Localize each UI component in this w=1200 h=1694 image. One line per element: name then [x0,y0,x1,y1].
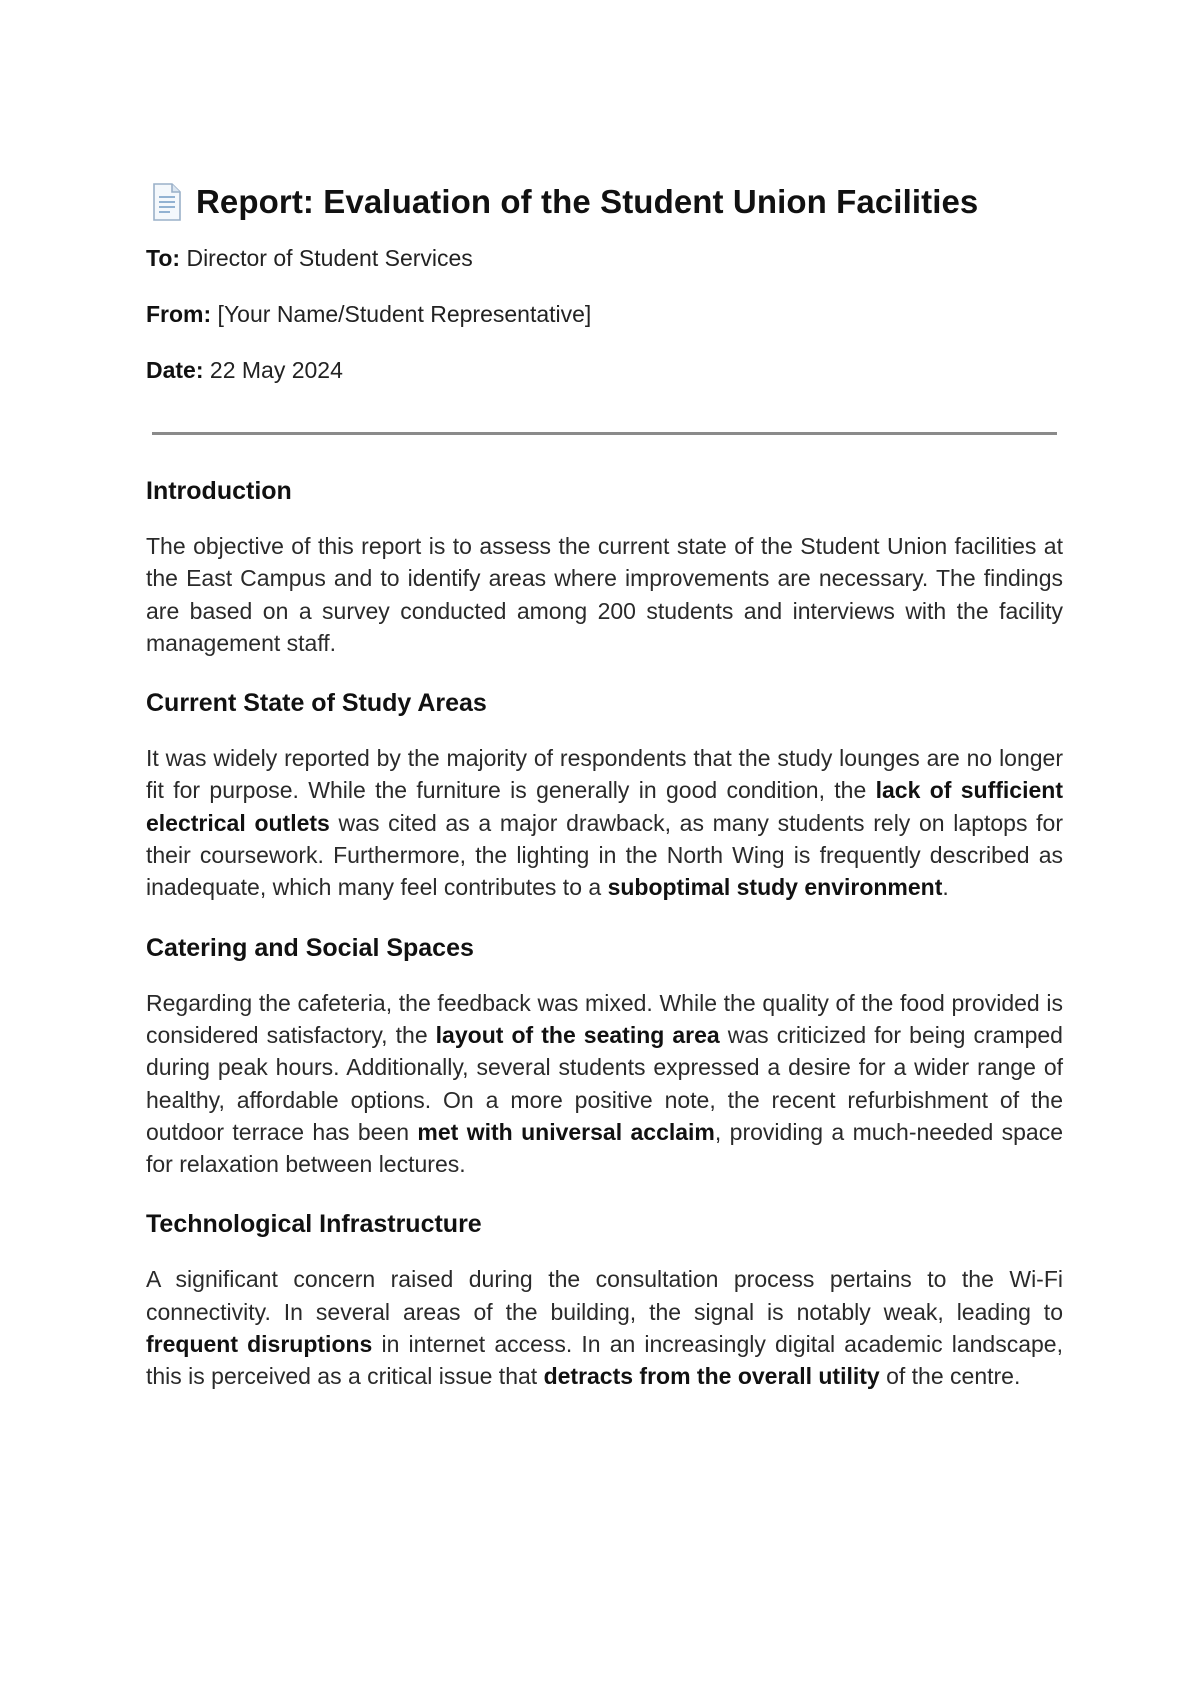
study-areas-heading: Current State of Study Areas [146,689,487,718]
catering-text-1: Regarding the cafeteria, the feedback was mixed. While the quality of the food provided is considered satisfactory, the [146,989,1063,1048]
introduction-paragraph: The objective of this report is to assess the current state of the Student Union facilities at the East Campus and to identify areas where improvements are necessary. The findings are based on a survey conducted among 200 students and interviews with the facility management staff. [146,533,1063,656]
meta-to [146,242,1063,274]
catering-bold-1: layout of the seating area [435,1021,720,1048]
technology-paragraph [146,1263,1063,1392]
meta-from-label: From: [146,301,212,327]
catering-text-2: was criticized for being cramped during peak hours. Additionally, several students expressed a desire for a wider range of healthy, affordable options. On a more positive note, the recent refurbishment of the outdoor terrace has been [146,1021,1063,1145]
meta-to-value: Director of Student Services [180,245,473,271]
meta-to-label: To: [146,245,181,271]
study-areas-bold-1: lack of sufficient electrical outlets [146,777,1063,836]
report-title: Report: Evaluation of the Student Union Facilities [196,183,979,220]
meta-date-label: Date: [146,357,204,383]
catering-bold-2: met with universal acclaim [417,1118,715,1145]
meta-date [146,354,1063,386]
study-areas-text-2: was cited as a major drawback, as many students rely on laptops for their coursework. Furthermore, the lighting in the North Wing is frequently described as inadequate, which many feel contributes to a [146,809,1063,901]
study-areas-bold-2: suboptimal study environment [607,874,943,901]
technology-text-3: of the centre. [879,1363,1021,1390]
introduction-heading: Introduction [146,477,292,505]
study-areas-text-3: . [942,874,949,901]
document-icon [146,182,186,222]
catering-text-3: , providing a much-needed space for relaxation between lectures. [146,1118,1064,1178]
technology-text-1: A significant concern raised during the consultation process pertains to the Wi-Fi connectivity. In several areas of the building, the signal is notably weak, leading to [146,1266,1063,1325]
report-title-row [146,178,1063,226]
catering-paragraph [146,987,1063,1181]
study-areas-paragraph [146,742,1063,903]
meta-from-value: [Your Name/Student Representative] [211,301,592,327]
meta-date-value: 22 May 2024 [203,357,343,383]
technology-heading: Technological Infrastructure [146,1210,482,1239]
catering-heading: Catering and Social Spaces [146,933,474,962]
section-divider [152,432,1057,435]
study-areas-text-1: It was widely reported by the majority of respondents that the study lounges are no longer fit for purpose. While the furniture is generally in good condition, the [146,745,1063,804]
technology-bold-2: detracts from the overall utility [543,1363,880,1390]
report-document [146,178,1063,1393]
meta-from [146,298,1063,330]
technology-text-2: in internet access. In an increasingly digital academic landscape, this is perceived as a critical issue that [146,1331,1063,1390]
technology-bold-1: frequent disruptions [146,1331,373,1358]
